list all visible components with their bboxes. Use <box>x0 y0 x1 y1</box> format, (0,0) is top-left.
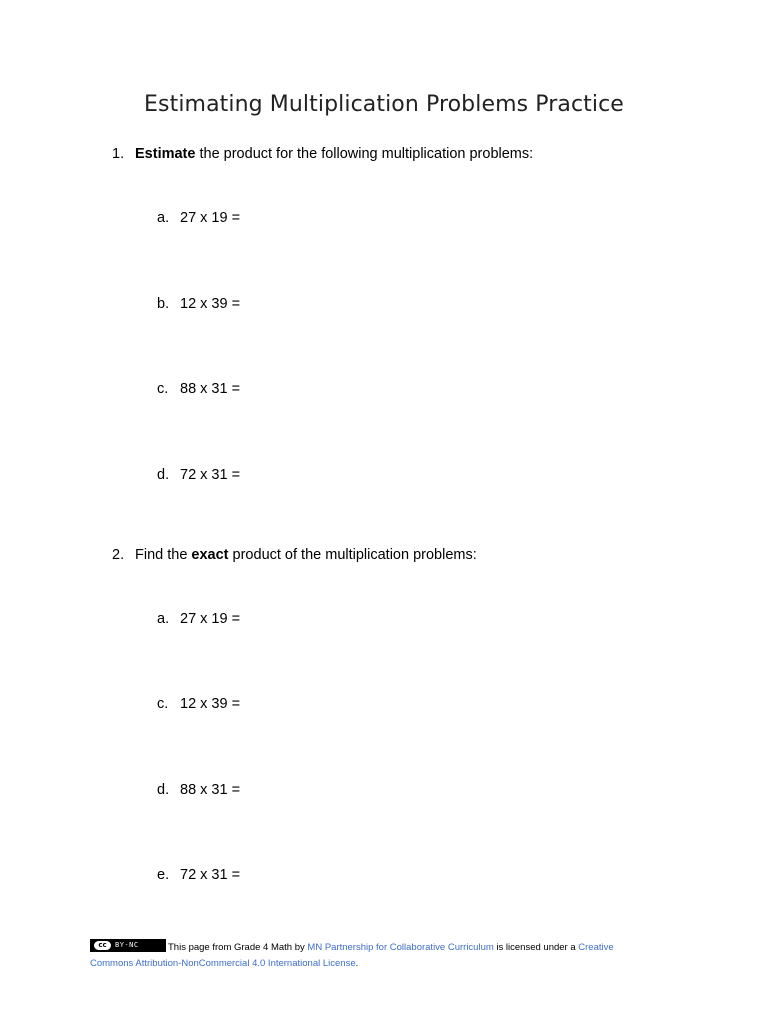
problem-letter: d. <box>157 782 170 798</box>
question-number: 1. <box>112 146 125 162</box>
problem-letter: a. <box>157 611 170 627</box>
question-bold-word: Estimate <box>135 146 196 162</box>
problem-expression: 88 x 31 = <box>180 381 241 397</box>
license-text-3: . <box>355 958 359 969</box>
question-text: the product for the following multiplication problems: <box>195 146 534 162</box>
problem-1c <box>157 381 240 397</box>
problem-1b <box>157 296 240 312</box>
problem-letter: a. <box>157 210 170 226</box>
problem-letter: b. <box>157 296 170 312</box>
question-text-pre: Find the <box>135 547 192 563</box>
problem-expression: 88 x 31 = <box>180 782 241 798</box>
page-title: Estimating Multiplication Problems Practice <box>144 92 624 117</box>
question-text: product of the multiplication problems: <box>228 547 477 563</box>
problem-1d <box>157 467 240 483</box>
license-text-2: is licensed under a <box>493 942 579 953</box>
cc-symbol: cc <box>93 940 112 951</box>
problem-letter: e. <box>157 867 170 883</box>
problem-letter: c. <box>157 381 169 397</box>
mn-partnership-link[interactable]: MN Partnership for Collaborative Curriculum <box>307 942 494 953</box>
cc-label: BY-NC <box>115 941 139 949</box>
question-bold-word: exact <box>191 547 229 563</box>
problem-2a <box>157 611 240 627</box>
problem-2e <box>157 867 240 883</box>
question-number: 2. <box>112 547 125 563</box>
problem-expression: 72 x 31 = <box>180 467 241 483</box>
license-footer <box>90 939 650 972</box>
license-text-1: This page from Grade 4 Math by <box>168 942 308 953</box>
creative-commons-license-link[interactable]: Creative Commons Attribution-NonCommercial 4.0 International License <box>90 942 614 969</box>
problem-2d <box>157 782 240 798</box>
problem-expression: 27 x 19 = <box>180 611 241 627</box>
problem-letter: d. <box>157 467 170 483</box>
problem-1a <box>157 210 240 226</box>
problem-expression: 12 x 39 = <box>180 696 241 712</box>
question-2 <box>112 547 477 563</box>
problem-expression: 72 x 31 = <box>180 867 241 883</box>
problem-expression: 27 x 19 = <box>180 210 241 226</box>
cc-by-nc-badge-icon[interactable] <box>90 939 166 952</box>
problem-expression: 12 x 39 = <box>180 296 241 312</box>
problem-2c <box>157 696 240 712</box>
problem-letter: c. <box>157 696 169 712</box>
question-1 <box>112 146 533 162</box>
